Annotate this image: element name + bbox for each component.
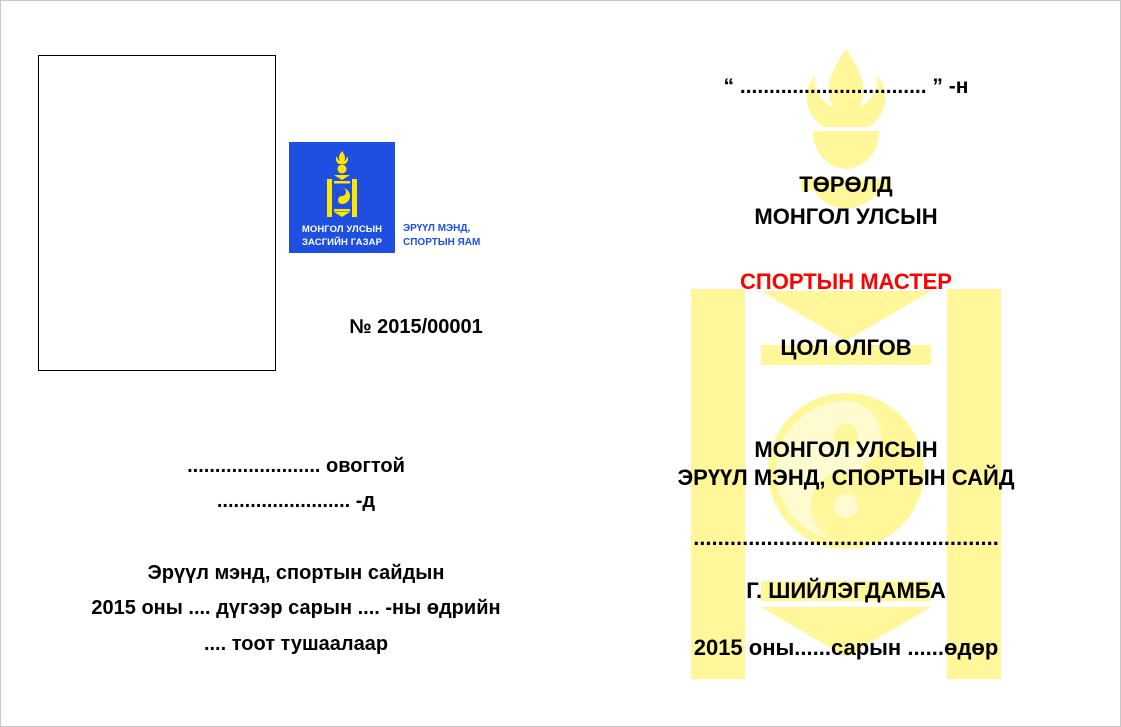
- government-logo: [289, 142, 395, 253]
- kind-line-2: МОНГОЛ УЛСЫН: [754, 204, 938, 229]
- government-name-line1: МОНГОЛ УЛСЫН: [301, 224, 383, 235]
- date-line: 2015 оны......сарын ......өдөр: [693, 635, 999, 660]
- photo-placeholder: [38, 55, 276, 371]
- signature-line: ..................................................: [693, 525, 999, 550]
- kind-line-1: ТӨРӨЛД: [799, 172, 893, 197]
- name-line: ........................ -д: [216, 490, 376, 512]
- surname-line: ........................ овогтой: [187, 455, 405, 477]
- order-line-3: .... тоот тушаалаар: [203, 633, 389, 655]
- soyombo-emblem-icon: [323, 149, 361, 221]
- rank-title: СПОРТЫН МАСТЕР: [740, 269, 952, 294]
- minister-title-line1: МОНГОЛ УЛСЫН: [754, 437, 938, 462]
- minister-name: Г. ШИЙЛЭГДАМБА: [746, 578, 946, 603]
- order-line-1: Эрүүл мэнд, спортын сайдын: [147, 562, 445, 584]
- awarded-text: ЦОЛ ОЛГОВ: [780, 335, 912, 360]
- ministry-name-line1: ЭРҮҮЛ МЭНД,: [403, 223, 471, 234]
- government-name-line2: ЗАСГИЙН ГАЗАР: [301, 237, 383, 248]
- certificate-number: № 2015/00001: [349, 316, 483, 338]
- order-line-2: 2015 оны .... дүгээр сарын .... -ны өдрийн: [91, 597, 501, 619]
- sport-type-line: “ ................................ ” -н: [723, 75, 969, 98]
- minister-title-line2: ЭРҮҮЛ МЭНД, СПОРТЫН САЙД: [677, 465, 1015, 490]
- soyombo-watermark-icon: [691, 41, 1001, 721]
- ministry-name-line2: СПОРТЫН ЯАМ: [403, 237, 481, 248]
